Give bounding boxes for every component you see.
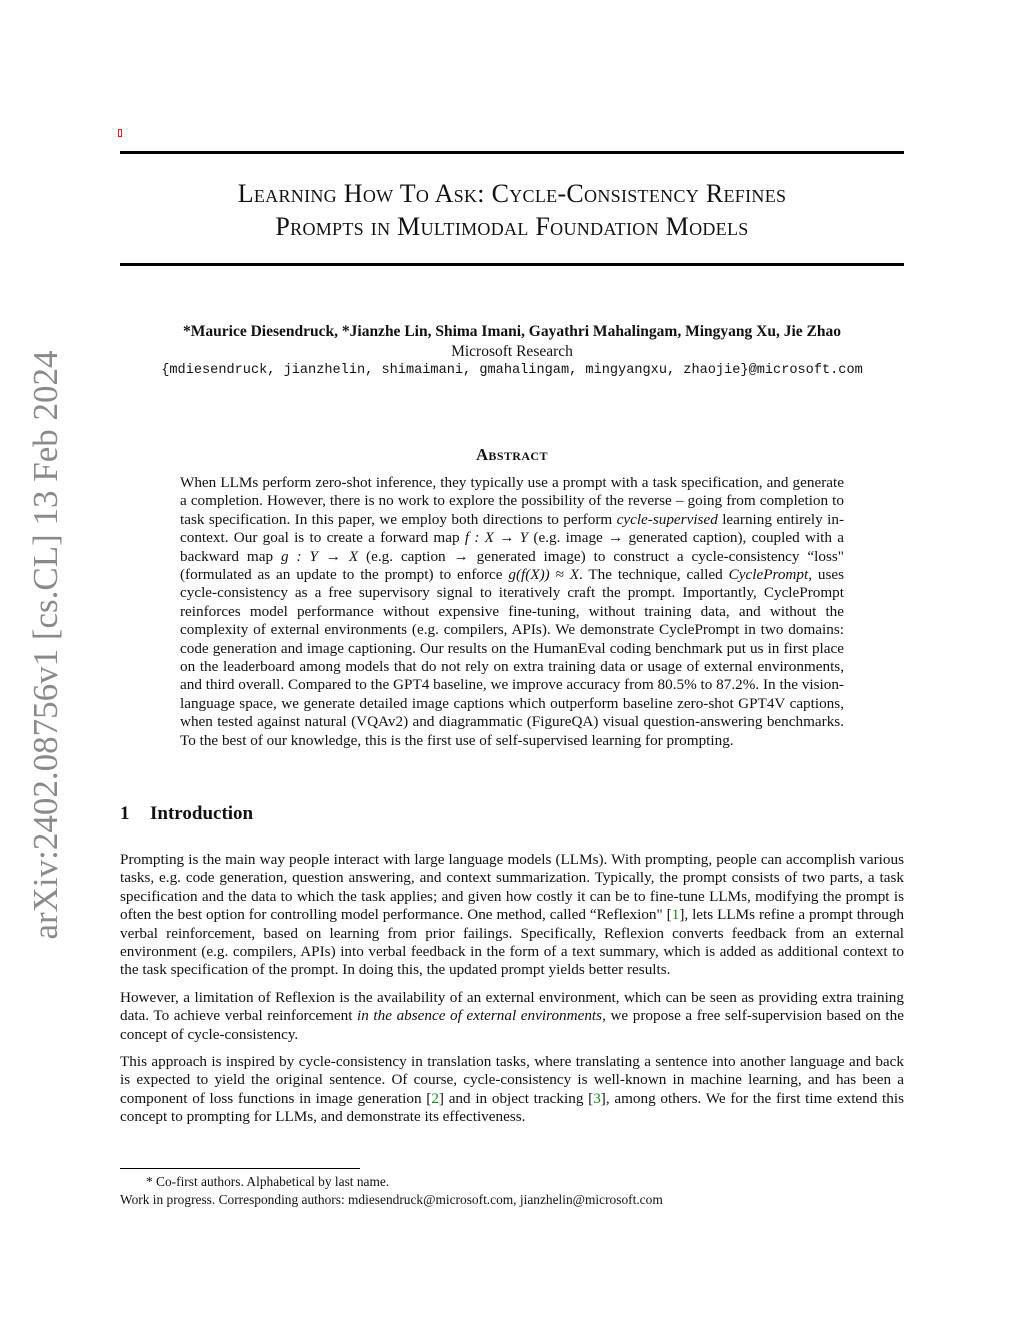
author-emails: {mdiesendruck, jianzhelin, shimaimani, gmahalingam, mingyangxu, zhaojie}@microsoft.com: [161, 363, 863, 378]
paragraph-segment: This approach is inspired by cycle-consistency in translation tasks, where translating a sentence into another language and back is expected to yield the original sentence. Of course, cycle-consistency is well-known in machine learning, and has been a component of loss functions in image generation: [120, 1053, 904, 1107]
section-number: 1: [120, 803, 130, 824]
math-cycle-constraint: g(f(X)) ≈ X: [508, 566, 580, 584]
abstract-emphasis: cycle-supervised: [616, 510, 718, 528]
paragraph-emphasis: in the absence of external environments: [357, 1007, 603, 1025]
title-line-1: Learning How To Ask: Cycle-Consistency Refines: [237, 179, 787, 208]
abstract-segment: , uses cycle-consistency as a free supervisory signal to iteratively craft the prompt. Importantly, CyclePrompt reinforces model performance without expensive fine-tuning, without training data, and without the complexity of external environments (e.g. compilers, APIs). We demonstrate CyclePrompt in two domains: code generation and image captioning. Our results on the HumanEval coding benchmark put us in first place on the leaderboard among models that do not rely on extra training data or usage of external environments, and third overall. Compared to the GPT4 baseline, we improve accuracy from 80.5% to 87.2%. In the vision-language space, we generate detailed image captions which outperform baseline zero-shot GPT4V captions, when tested against natural (VQAv2) and diagrammatic (FigureQA) visual question-answering benchmarks. To the best of our knowledge, this is the first use of self-supervised learning for prompting.: [180, 566, 844, 749]
paragraph-segment: , we propose a free self-supervision based on the concept of cycle-consistency.: [120, 1007, 904, 1043]
citation-link[interactable]: [ 1 ]: [667, 906, 685, 923]
citation-link[interactable]: [ 3 ]: [588, 1090, 606, 1107]
abstract-segment: . The technique, called: [579, 566, 729, 584]
title-rule-top: [120, 151, 904, 154]
paragraph-segment: and in object tracking: [443, 1089, 589, 1107]
title-line-2: Prompts in Multimodal Foundation Models: [275, 212, 749, 241]
title-rule-bottom: [120, 263, 904, 266]
footnote-corresponding: Work in progress. Corresponding authors: mdiesendruck@microsoft.com, jianzhelin@microsoft.com: [120, 1192, 663, 1207]
footnote-co-first: * Co-first authors. Alphabetical by last name.: [146, 1174, 390, 1189]
intro-paragraph-3: [120, 1053, 904, 1127]
abstract-heading: Abstract: [476, 445, 548, 464]
section-heading-introduction: [120, 803, 253, 825]
paragraph-segment: , among others. We for the first time extend this concept to prompting for LLMs, and demonstrate its effectiveness.: [120, 1089, 904, 1126]
paper-title: [120, 177, 904, 243]
section-title: Introduction: [150, 803, 254, 824]
abstract-segment: When LLMs perform zero-shot inference, they typically use a prompt with a task specification, and generate a completion. However, there is no work to explore the possibility of the reverse – going from completion to task specification. In this paper, we employ both directions to perform: [180, 474, 844, 528]
hyperlink-box-marker: [118, 129, 122, 137]
abstract-segment: learning entirely in-context. Our goal is to create a forward map: [180, 510, 844, 547]
abstract-emphasis: CyclePrompt: [728, 566, 809, 584]
paragraph-segment: However, a limitation of Reflexion is the availability of an external environment, which can be seen as providing extra training data. To achieve verbal reinforcement: [120, 988, 904, 1025]
paragraph-segment: Prompting is the main way people interact with large language models (LLMs). With prompting, people can accomplish various tasks, e.g. code generation, question answering, and context summarization. Typically, the prompt consists of two parts, a task specification and the data to which the task applies; and given how costly it can be to fine-tune LLMs, modifying the prompt is often the best option for controlling model performance. One method, called “Reflexion": [120, 851, 904, 924]
author-list: *Maurice Diesendruck, *Jianzhe Lin, Shima Imani, Gayathri Mahalingam, Mingyang Xu, Jie Zhao: [183, 323, 841, 340]
intro-paragraph-1: [120, 851, 904, 980]
abstract-text: [180, 474, 844, 750]
abstract-segment: (e.g. caption → generated image) to construct a cycle-consistency “loss" (formulated as an update to the prompt) to enforce: [180, 547, 844, 584]
abstract-segment: (e.g. image → generated caption), coupled with a backward map: [180, 529, 844, 565]
paragraph-segment: , lets LLMs refine a prompt through verbal reinforcement, based on learning from prior failings. Specifically, Reflexion converts feedback from an external environment (e.g. compilers, APIs) into verbal feedback in the form of a text summary, which is added as additional context to the task specification of the prompt. In doing this, the updated prompt yields better results.: [120, 906, 905, 979]
footnote-rule: [120, 1168, 360, 1169]
intro-paragraph-2: [120, 989, 904, 1044]
citation-link[interactable]: [ 2 ]: [426, 1090, 444, 1107]
math-backward-map: g : Y → X: [280, 547, 359, 565]
math-forward-map: f : X → Y: [464, 529, 529, 547]
introduction-body: [120, 851, 904, 1136]
arxiv-identifier: arXiv:2402.08756v1 [cs.CL] 13 Feb 2024: [26, 350, 65, 940]
affiliation: Microsoft Research: [451, 343, 573, 360]
